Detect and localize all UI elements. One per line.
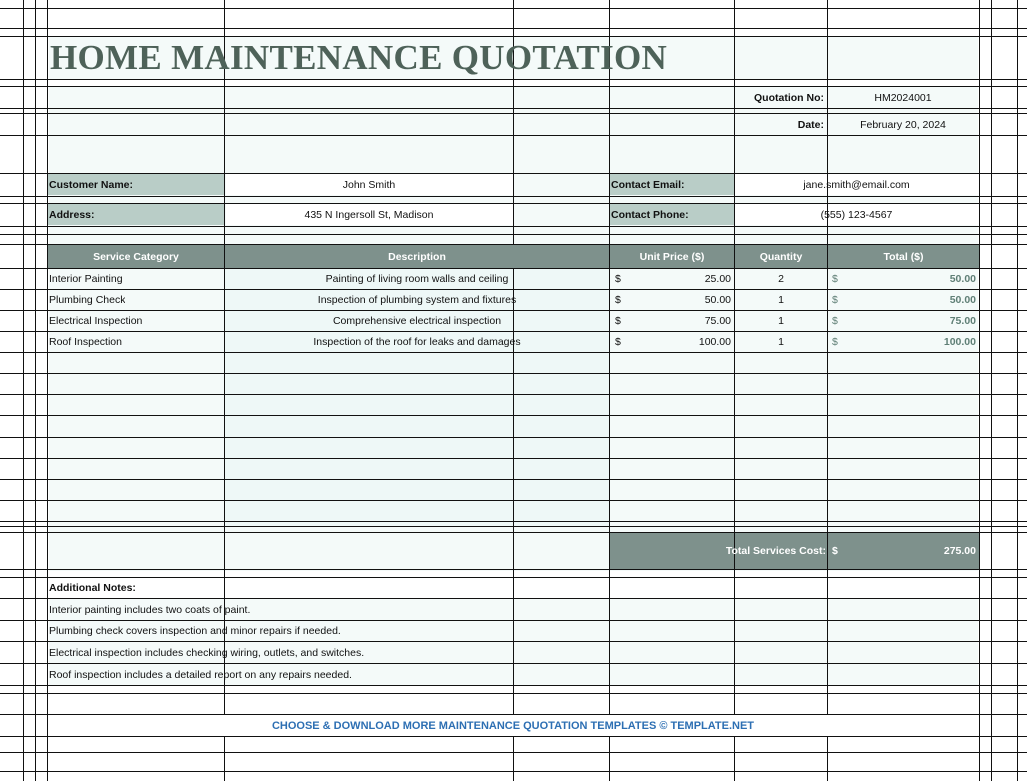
page-title: HOME MAINTENANCE QUOTATION bbox=[50, 38, 668, 77]
download-templates-link-text[interactable]: CHOOSE & DOWNLOAD MORE MAINTENANCE QUOTATION TEMPLATES bbox=[271, 719, 657, 732]
row-2-unit-price: 50.00 bbox=[704, 293, 731, 306]
row-1-unit-currency: $ bbox=[615, 272, 621, 285]
date-label: Date: bbox=[797, 118, 824, 131]
contact-phone-label: Contact Phone: bbox=[611, 208, 689, 221]
row-4-unit-currency: $ bbox=[615, 335, 621, 348]
row-1-total: 50.00 bbox=[949, 272, 976, 285]
row-3-category: Electrical Inspection bbox=[49, 314, 143, 327]
contact-email-label: Contact Email: bbox=[611, 178, 685, 191]
row-2-total-currency: $ bbox=[832, 293, 838, 306]
quotation-number-label: Quotation No: bbox=[754, 91, 824, 104]
template-net-copyright[interactable]: © TEMPLATE.NET bbox=[659, 719, 755, 732]
header-description: Description bbox=[225, 245, 609, 268]
address-value: 435 N Ingersoll St, Madison bbox=[304, 208, 434, 221]
row-2-total: 50.00 bbox=[949, 293, 976, 306]
contact-phone-value: (555) 123-4567 bbox=[820, 208, 893, 221]
customer-name-label: Customer Name: bbox=[49, 178, 134, 191]
note-3: Electrical inspection includes checking wiring, outlets, and switches. bbox=[49, 646, 365, 659]
row-2-unit-currency: $ bbox=[615, 293, 621, 306]
row-4-category: Roof Inspection bbox=[49, 335, 122, 348]
header-service-category: Service Category bbox=[48, 245, 224, 268]
row-1-description: Painting of living room walls and ceiling bbox=[325, 272, 509, 285]
row-4-total: 100.00 bbox=[943, 335, 976, 348]
row-4-description: Inspection of the roof for leaks and damages bbox=[313, 335, 521, 348]
row-2-description: Inspection of plumbing system and fixtures bbox=[317, 293, 517, 306]
row-1-total-currency: $ bbox=[832, 272, 838, 285]
row-3-quantity: 1 bbox=[778, 314, 784, 327]
header-unit-price: Unit Price ($) bbox=[610, 245, 734, 268]
row-2-category: Plumbing Check bbox=[49, 293, 126, 306]
total-services-label: Total Services Cost: bbox=[725, 545, 826, 557]
row-4-quantity: 1 bbox=[778, 335, 784, 348]
quotation-number-value: HM2024001 bbox=[874, 91, 932, 104]
note-2: Plumbing check covers inspection and minor repairs if needed. bbox=[49, 625, 341, 637]
header-quantity: Quantity bbox=[735, 245, 827, 268]
notes-heading: Additional Notes: bbox=[49, 582, 136, 594]
date-value: February 20, 2024 bbox=[860, 118, 946, 131]
header-total: Total ($) bbox=[828, 245, 979, 268]
download-templates-link[interactable] bbox=[48, 715, 978, 736]
address-label: Address: bbox=[49, 208, 95, 221]
row-4-total-currency: $ bbox=[832, 335, 838, 348]
row-3-total-currency: $ bbox=[832, 314, 838, 327]
row-1-unit-price: 25.00 bbox=[704, 272, 731, 285]
row-3-description: Comprehensive electrical inspection bbox=[332, 314, 502, 327]
total-services-value: 275.00 bbox=[943, 545, 976, 557]
row-3-unit-price: 75.00 bbox=[704, 314, 731, 327]
total-services-currency: $ bbox=[832, 545, 838, 557]
row-2-quantity: 1 bbox=[778, 293, 784, 306]
row-3-unit-currency: $ bbox=[615, 314, 621, 327]
row-4-unit-price: 100.00 bbox=[698, 335, 731, 348]
note-1: Interior painting includes two coats of paint. bbox=[49, 603, 251, 616]
customer-name-value: John Smith bbox=[342, 178, 396, 191]
row-1-quantity: 2 bbox=[778, 272, 784, 285]
row-1-category: Interior Painting bbox=[49, 272, 123, 285]
contact-email-value: jane.smith@email.com bbox=[803, 178, 910, 191]
note-4: Roof inspection includes a detailed report on any repairs needed. bbox=[49, 668, 352, 681]
row-3-total: 75.00 bbox=[949, 314, 976, 327]
